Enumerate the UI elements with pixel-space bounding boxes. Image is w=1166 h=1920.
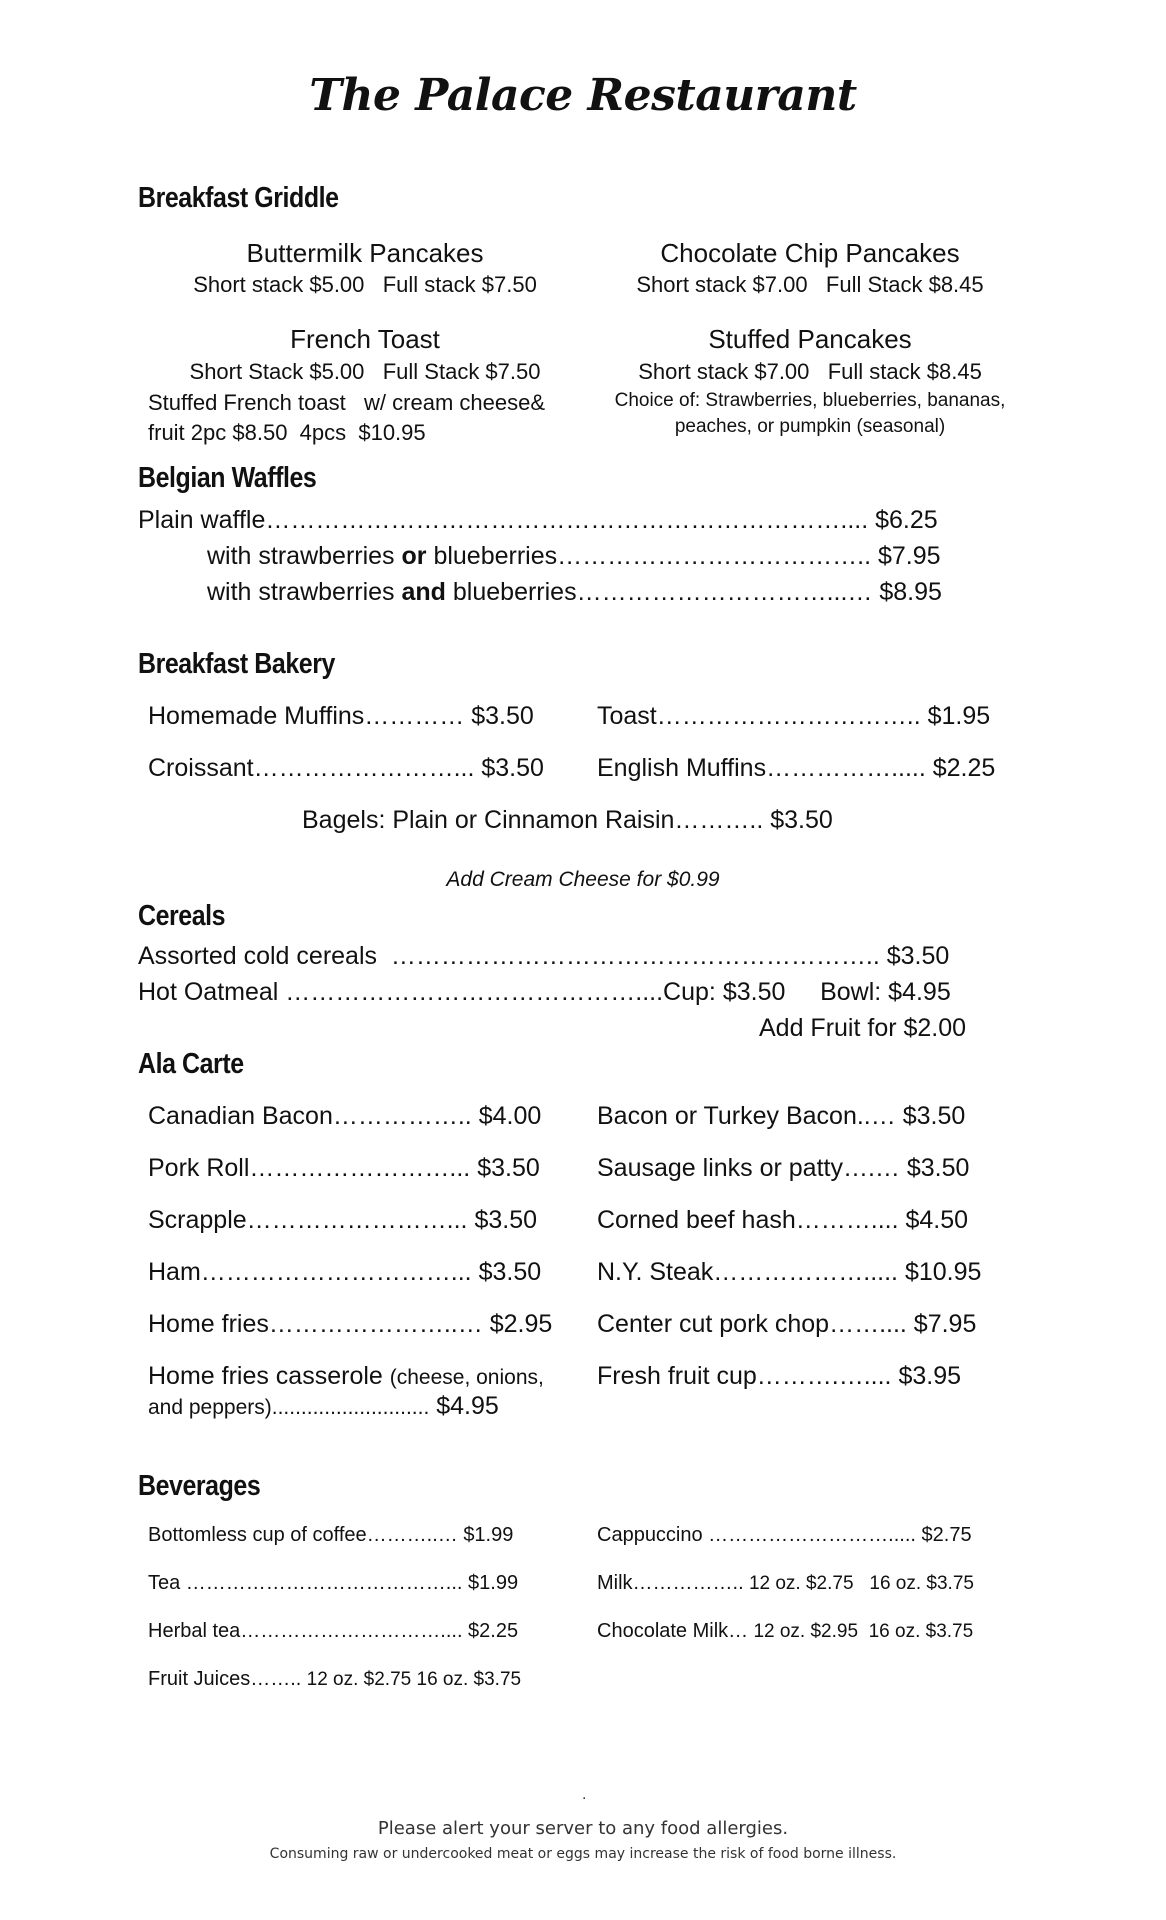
herbal-tea-item: Herbal tea………………………….... $2.25 [148,1620,519,1642]
milk-name: Milk…………….. [597,1572,744,1594]
home-fries-casserole-line-2 [148,1392,499,1421]
milk-item [597,1572,974,1595]
section-heading-beverages: Beverages [138,1470,261,1502]
waffle-strawberries-and-blueberries-item [207,578,942,607]
raw-food-warning: Consuming raw or undercooked meat or eggs may increase the risk of food borne illness. [269,1846,897,1862]
casserole-ingredients-start: (cheese, onions, [389,1366,544,1389]
fruit-juices-item [148,1668,521,1691]
sausage-item: Sausage links or patty….… $3.50 [597,1154,970,1182]
section-heading-breakfast-bakery: Breakfast Bakery [138,648,335,680]
casserole-name: Home fries casserole [148,1362,390,1390]
ny-steak-item: N.Y. Steak………………..... $10.95 [597,1258,982,1286]
french-toast-price: Short Stack $5.00 Full Stack $7.50 [189,359,541,384]
croissant-item: Croissant……………………... $3.50 [148,754,544,782]
buttermilk-pancakes-price: Short stack $5.00 Full stack $7.50 [193,272,537,297]
fresh-fruit-cup-item: Fresh fruit cup……….….... $3.95 [597,1362,962,1390]
restaurant-title: The Palace Restaurant [309,70,857,121]
bottomless-coffee-item: Bottomless cup of coffee………..… $1.99 [148,1524,514,1546]
section-heading-cereals: Cereals [138,900,226,932]
allergy-notice: Please alert your server to any food allergies. [377,1818,789,1839]
waffle-and-suffix: blueberries…………………………...… $8.95 [445,578,942,606]
chocolate-milk-prices: 12 oz. $2.95 16 oz. $3.75 [748,1621,974,1642]
stuffed-french-toast-line-1: Stuffed French toast w/ cream cheese& [148,390,546,415]
english-muffins-item: English Muffins……………..... $2.25 [597,754,996,782]
chocolate-milk-name: Chocolate Milk… [597,1620,749,1642]
chocolate-milk-item [597,1620,973,1643]
toast-item: Toast………………………….. $1.95 [597,702,991,730]
stuffed-pancakes-name: Stuffed Pancakes [708,324,912,354]
stuffed-pancakes-choice-line-2: peaches, or pumpkin (seasonal) [674,416,946,437]
ham-item: Ham…………………………... $3.50 [148,1258,542,1286]
waffle-or-prefix: with strawberries [207,542,402,570]
footer-dot: . [582,1786,587,1803]
waffle-and-word: and [401,578,446,606]
section-heading-breakfast-griddle: Breakfast Griddle [138,182,339,214]
casserole-price: $4.95 [429,1392,499,1420]
stuffed-pancakes-choice-line-1: Choice of: Strawberries, blueberries, bananas, [614,390,1006,411]
add-fruit-note: Add Fruit for $2.00 [759,1014,967,1042]
chocolate-chip-pancakes-name: Chocolate Chip Pancakes [660,238,960,268]
waffle-or-word: or [401,542,427,570]
french-toast-name: French Toast [290,324,440,354]
waffle-strawberries-or-blueberries-item [207,542,941,571]
corned-beef-hash-item: Corned beef hash……….... $4.50 [597,1206,969,1234]
stuffed-french-toast-line-2: fruit 2pc $8.50 4pcs $10.95 [148,420,426,445]
stuffed-pancakes-price: Short stack $7.00 Full stack $8.45 [638,359,982,384]
cappuccino-item: Cappuccino ………………………..... $2.75 [597,1524,972,1546]
assorted-cold-cereals-item: Assorted cold cereals ………………………………………………….. $3.50 [138,942,950,970]
home-fries-casserole-line-1 [148,1362,544,1391]
section-heading-ala-carte: Ala Carte [138,1048,244,1080]
canadian-bacon-item: Canadian Bacon…………….. $4.00 [148,1102,542,1130]
buttermilk-pancakes-name: Buttermilk Pancakes [246,238,484,268]
bacon-or-turkey-bacon-item: Bacon or Turkey Bacon..… $3.50 [597,1102,966,1130]
plain-waffle-item: Plain waffle…………………………………………………………….... $6.25 [138,506,938,534]
bagels-item: Bagels: Plain or Cinnamon Raisin……….. $3.50 [302,806,833,834]
tea-item: Tea …………………………………... $1.99 [148,1572,519,1594]
waffle-and-prefix: with strawberries [207,578,402,606]
milk-prices: 12 oz. $2.75 16 oz. $3.75 [743,1573,974,1594]
homemade-muffins-item: Homemade Muffins………… $3.50 [148,702,534,730]
pork-roll-item: Pork Roll……………………... $3.50 [148,1154,540,1182]
casserole-ingredients-end: and peppers)........................... [148,1396,430,1419]
home-fries-item: Home fries…………………..… $2.95 [148,1310,553,1338]
fruit-juices-prices: 12 oz. $2.75 16 oz. $3.75 [301,1669,522,1690]
scrapple-item: Scrapple……………………... $3.50 [148,1206,538,1234]
section-heading-belgian-waffles: Belgian Waffles [138,462,317,494]
chocolate-chip-pancakes-price: Short stack $7.00 Full Stack $8.45 [636,272,984,297]
center-cut-pork-chop-item: Center cut pork chop…….... $7.95 [597,1310,977,1338]
waffle-or-suffix: blueberries……………………………….. $7.95 [426,542,941,570]
add-cream-cheese-note: Add Cream Cheese for $0.99 [446,868,720,891]
fruit-juices-name: Fruit Juices…….. [148,1668,302,1690]
hot-oatmeal-item: Hot Oatmeal ……………………………………....Cup: $3.50 Bowl: $4.95 [138,978,951,1006]
